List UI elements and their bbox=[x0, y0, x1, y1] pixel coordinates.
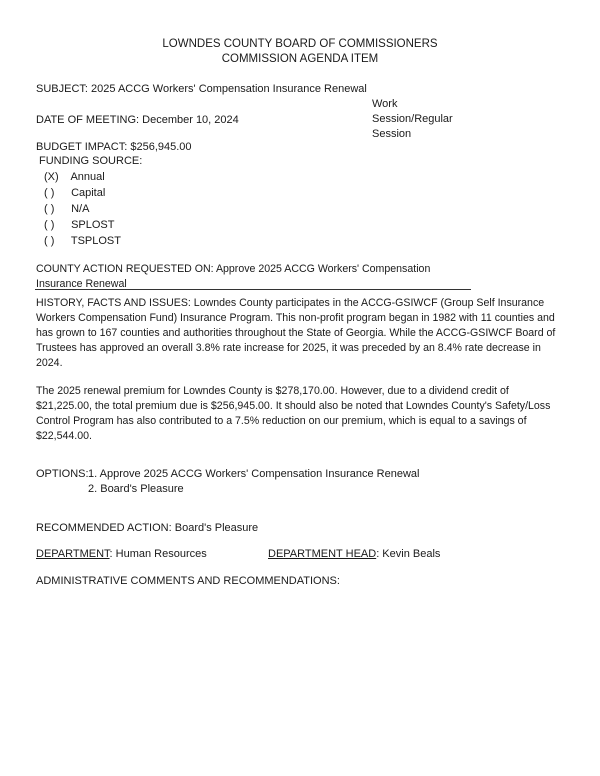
session-type-line-1: Work bbox=[372, 98, 398, 110]
recommended-action-value: Board's Pleasure bbox=[174, 522, 259, 534]
funding-option-label: SPLOST bbox=[71, 219, 115, 231]
funding-option-tsplost bbox=[44, 234, 121, 249]
funding-option-label: Annual bbox=[70, 171, 105, 183]
options-label: OPTIONS: bbox=[36, 468, 89, 480]
recommended-action-line bbox=[36, 521, 258, 536]
recommended-action-label: RECOMMENDED ACTION: bbox=[36, 522, 172, 534]
department-head-value: : Kevin Beals bbox=[376, 548, 441, 560]
funding-option-splost bbox=[44, 218, 114, 233]
subject-label: SUBJECT: bbox=[36, 83, 88, 95]
county-action-requested bbox=[36, 262, 476, 292]
department-head-line bbox=[268, 547, 440, 562]
funding-option-na bbox=[44, 202, 89, 217]
subject-line bbox=[36, 82, 367, 97]
funding-option-capital bbox=[44, 186, 105, 201]
history-paragraph-2: The 2025 renewal premium for Lowndes County is $278,170.00. However, due to a dividend credit of $21,225.00, the total premium due is $256,945.00. It should also be noted that Lowndes County's Safety/Loss Control Program has also contributed to a 7.5% reduction on our premium, which is equal to a savings of $22,544.00. bbox=[36, 385, 551, 442]
document-title: LOWNDES COUNTY BOARD OF COMMISSIONERS bbox=[162, 38, 438, 50]
county-action-label: COUNTY ACTION REQUESTED ON: bbox=[36, 263, 214, 275]
session-type-line-2: Session/Regular bbox=[372, 113, 453, 125]
funding-option-label: Capital bbox=[71, 187, 106, 199]
history-label: HISTORY, FACTS AND ISSUES: bbox=[36, 297, 191, 309]
history-paragraph-1: Lowndes County participates in the ACCG-GSIWCF (Group Self Insurance Workers Compensation Fund) Insurance Program. This non-profit program began in 1982 with 11 counties and has grown to 167 counties and authorities throughout the State of Georgia. While the ACCG-GSIWCF Board of Trustees has approved an overall 3.8% rate increase for 2025, it was preceded by an 8.4% rate decrease in 2024. bbox=[36, 297, 556, 369]
funding-option-label: N/A bbox=[71, 203, 90, 215]
option-item-2: 2. Board's Pleasure bbox=[88, 483, 184, 495]
budget-impact-label: BUDGET IMPACT: bbox=[36, 141, 128, 153]
funding-checkbox: ( ) bbox=[44, 235, 55, 247]
document-subtitle: COMMISSION AGENDA ITEM bbox=[221, 53, 379, 65]
meeting-date-line bbox=[36, 113, 239, 128]
administrative-comments-label: ADMINISTRATIVE COMMENTS AND RECOMMENDATIONS: bbox=[36, 575, 340, 587]
budget-impact-value: $256,945.00 bbox=[130, 141, 192, 153]
county-action-value: Approve 2025 ACCG Workers' Compensation Insurance Renewal bbox=[36, 263, 431, 290]
funding-checkbox: ( ) bbox=[44, 203, 55, 215]
funding-checkbox: ( ) bbox=[44, 219, 55, 231]
session-type-line-3: Session bbox=[372, 128, 412, 140]
funding-source-label: FUNDING SOURCE: bbox=[39, 155, 143, 167]
meeting-date-label: DATE OF MEETING: bbox=[36, 114, 140, 126]
department-value: : Human Resources bbox=[109, 548, 207, 560]
budget-impact-line bbox=[36, 140, 192, 155]
department-head-label: DEPARTMENT HEAD bbox=[268, 548, 377, 560]
subject-value: 2025 ACCG Workers' Compensation Insurance Renewal bbox=[91, 83, 367, 95]
history-facts-issues bbox=[36, 296, 566, 371]
funding-option-label: TSPLOST bbox=[70, 235, 121, 247]
option-item-1: 1. Approve 2025 ACCG Workers' Compensation Insurance Renewal bbox=[88, 468, 420, 480]
funding-checkbox: (X) bbox=[44, 171, 59, 183]
funding-option-annual bbox=[44, 170, 105, 185]
department-label: DEPARTMENT bbox=[36, 548, 110, 560]
funding-checkbox: ( ) bbox=[44, 187, 55, 199]
meeting-date-value: December 10, 2024 bbox=[142, 114, 239, 126]
department-line bbox=[36, 547, 207, 562]
section-divider bbox=[35, 289, 471, 290]
